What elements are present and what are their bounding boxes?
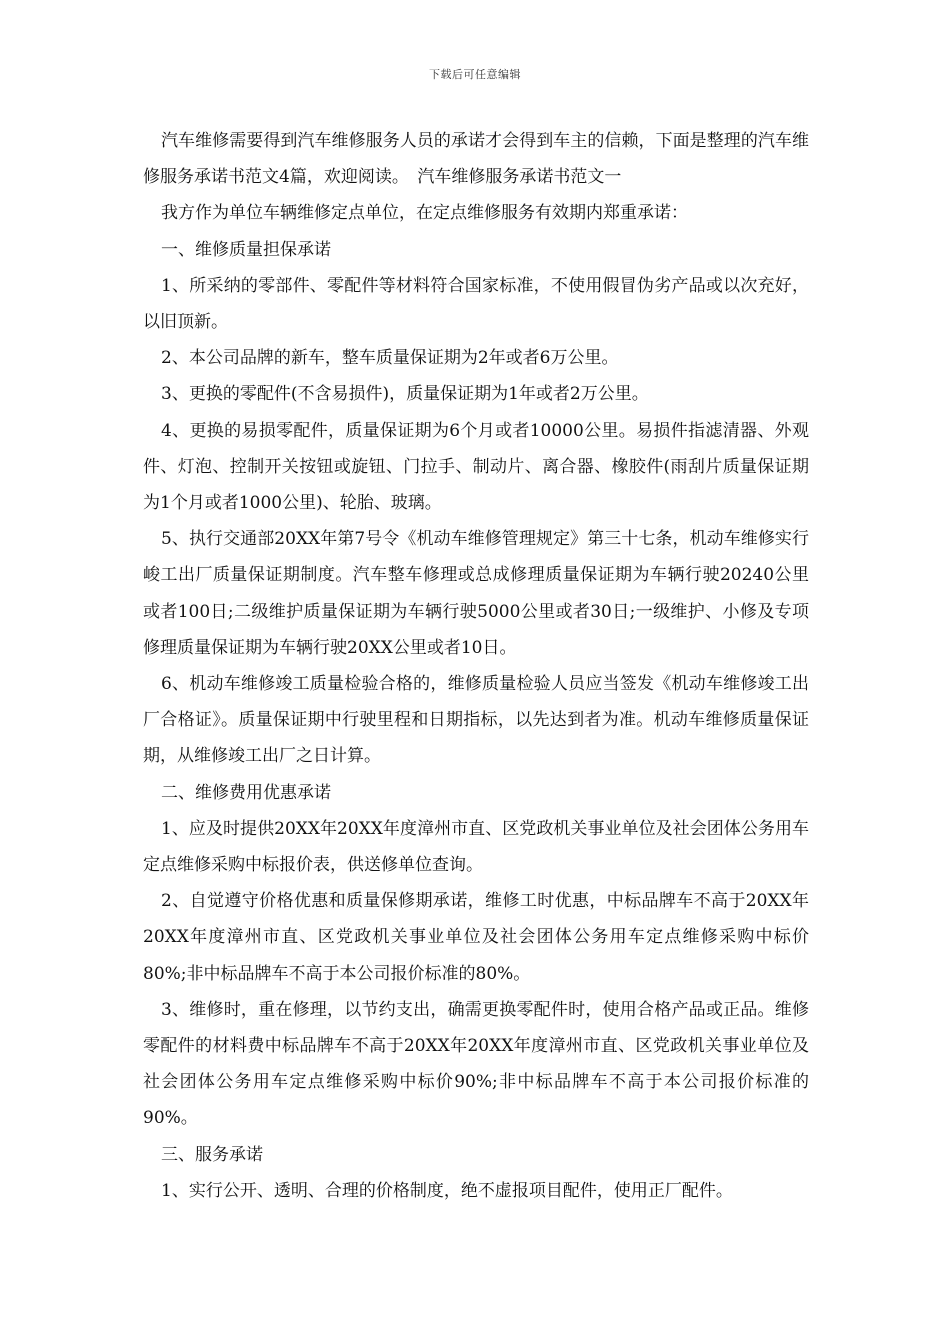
list-item: 2、本公司品牌的新车，整车质量保证期为2年或者6万公里。 (161, 348, 619, 369)
section-heading: 三、服务承诺 (161, 1144, 263, 1165)
section-heading: 二、维修费用优惠承诺 (161, 782, 331, 803)
section-heading: 一、维修质量担保承诺 (161, 239, 331, 260)
list-item: 1、应及时提供20XX年20XX年度漳州市直、区党政机关事业单位及社会团体公务用车定点维修采购中标报价表，供送修单位查询。 (143, 818, 809, 876)
list-item: 2、自觉遵守价格优惠和质量保修期承诺，维修工时优惠，中标品牌车不高于20XX年20XX年度漳州市直、区党政机关事业单位及社会团体公务用车定点维修采购中标价80%;非中标品牌车不高于本公司报价标准的80%。 (143, 891, 809, 984)
intro-paragraph: 汽车维修需要得到汽车维修服务人员的承诺才会得到车主的信赖，下面是整理的汽车维修服务承诺书范文4篇，欢迎阅读。 汽车维修服务承诺书范文一 (143, 131, 809, 188)
list-item: 1、实行公开、透明、合理的价格制度，绝不虚报项目配件，使用正厂配件。 (161, 1180, 733, 1201)
commitment-statement: 我方作为单位车辆维修定点单位，在定点维修服务有效期内郑重承诺： (161, 203, 688, 224)
list-item: 1、所采纳的零部件、零配件等材料符合国家标准，不使用假冒伪劣产品或以次充好，以旧顶新。 (143, 275, 809, 333)
list-item: 3、维修时，重在修理，以节约支出，确需更换零配件时，使用合格产品或正品。维修零配件的材料费中标品牌车不高于20XX年20XX年度漳州市直、区党政机关事业单位及社会团体公务用车定点维修采购中标价90%;非中标品牌车不高于本公司报价标准的90%。 (143, 999, 809, 1129)
document-body (143, 123, 809, 1209)
list-item: 4、更换的易损零配件，质量保证期为6个月或者10000公里。易损件指滤清器、外观件、灯泡、控制开关按钮或旋钮、门拉手、制动片、离合器、橡胶件(雨刮片质量保证期为1个月或者1000公里)、轮胎、玻璃。 (143, 420, 809, 514)
list-item: 5、执行交通部20XX年第7号令《机动车维修管理规定》第三十七条，机动车维修实行峻工出厂质量保证期制度。汽车整车修理或总成修理质量保证期为车辆行驶20240公里或者100日;二级维护质量保证期为车辆行驶5000公里或者30日;一级维护、小修及专项修理质量保证期为车辆行驶20XX公里或者10日。 (143, 529, 809, 658)
list-item: 3、更换的零配件(不含易损件)，质量保证期为1年或者2万公里。 (161, 384, 649, 405)
list-item: 6、机动车维修竣工质量检验合格的，维修质量检验人员应当签发《机动车维修竣工出厂合格证》。质量保证期中行驶里程和日期指标，以先达到者为准。机动车维修质量保证期，从维修竣工出厂之日计算。 (143, 674, 809, 767)
page-header: 下载后可任意编辑 (429, 68, 521, 81)
